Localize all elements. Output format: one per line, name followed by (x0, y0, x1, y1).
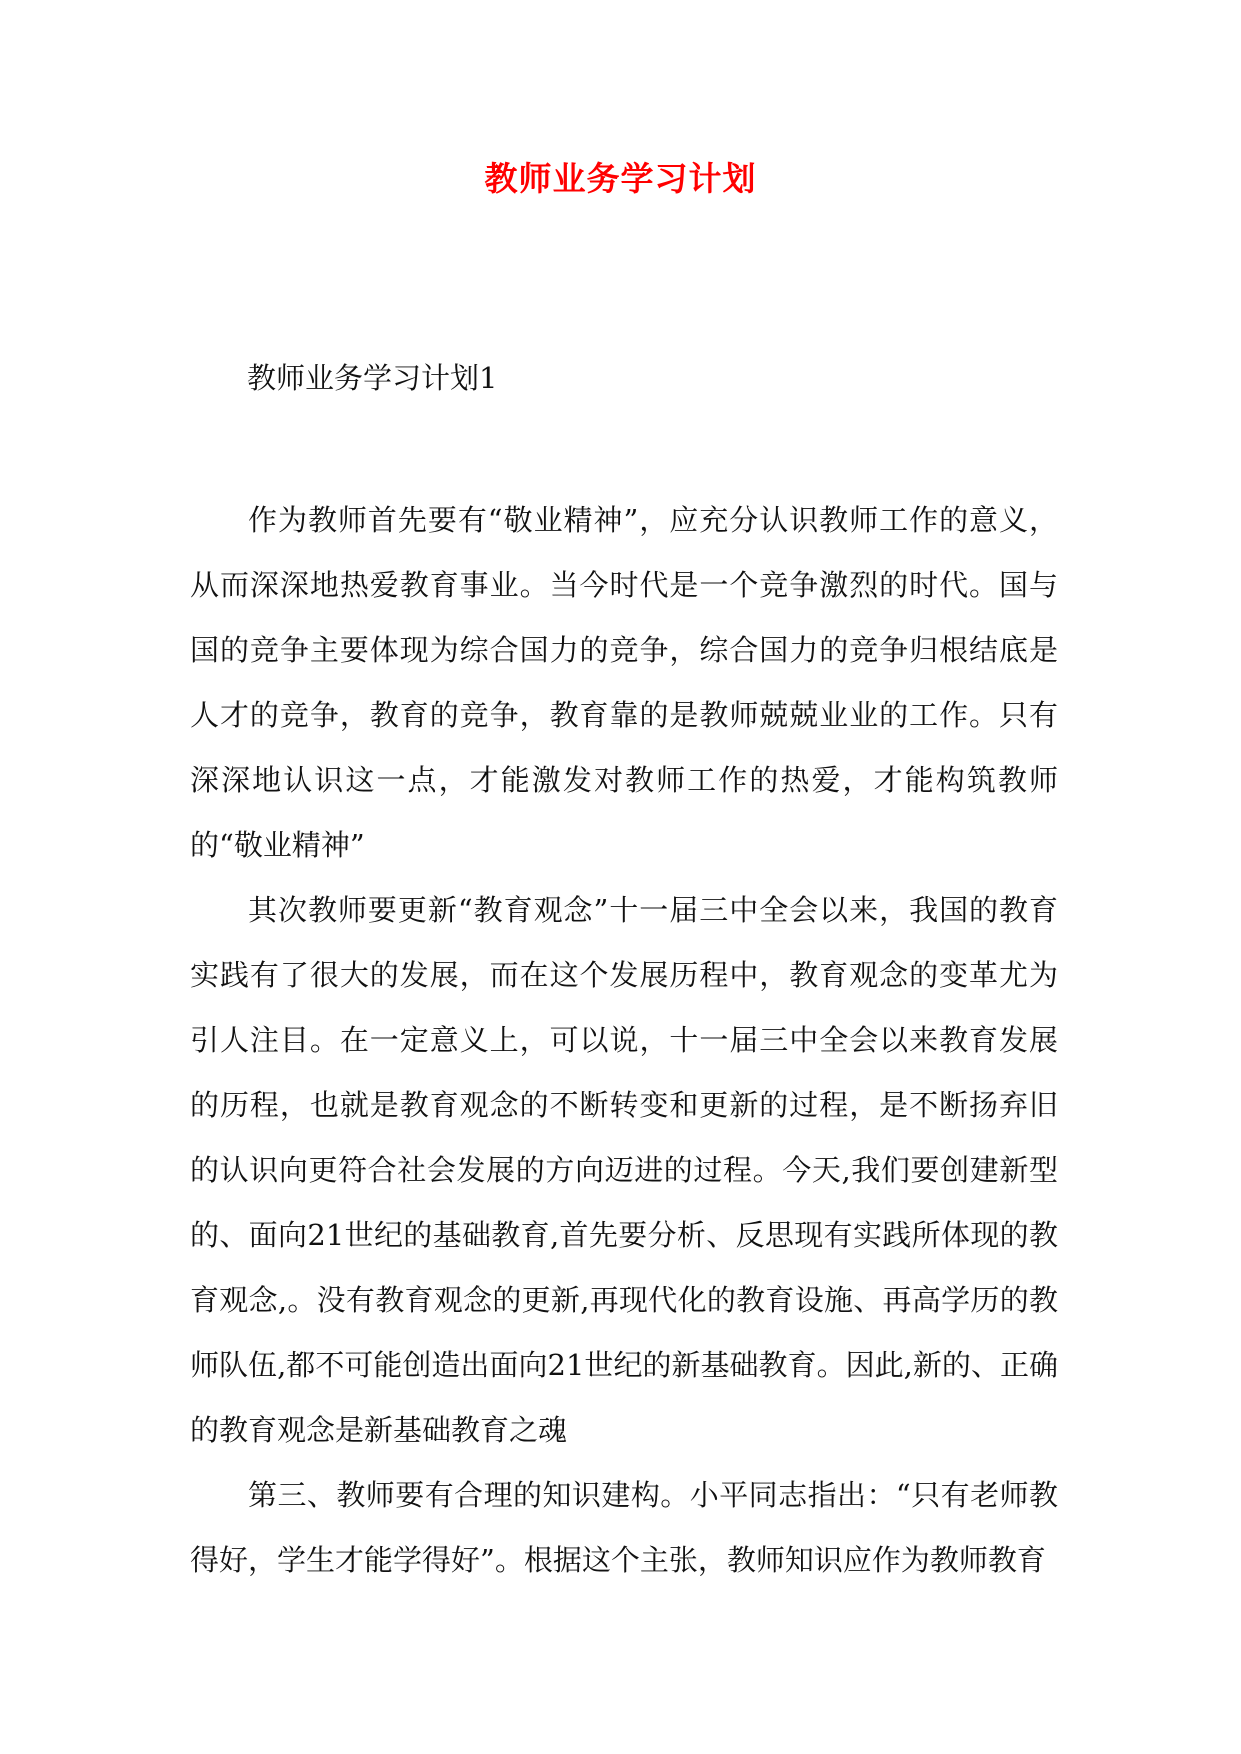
paragraph-2: 其次教师要更新“教育观念”十一届三中全会以来，我国的教育实践有了很大的发展，而在这个发展历程中，教育观念的变革尤为引人注目。在一定意义上，可以说，十一届三中全会以来教育发展的历程，也就是教育观念的不断转变和更新的过程，是不断扬弃旧的认识向更符合社会发展的方向迈进的过程。今天,我们要创建新型的、面向21世纪的基础教育,首先要分析、反思现有实践所体现的教育观念,。没有教育观念的更新,再现代化的教育设施、再高学历的教师队伍,都不可能创造出面向21世纪的新基础教育。因此,新的、正确的教育观念是新基础教育之魂 (190, 893, 1058, 1447)
document-title: 教师业务学习计划 (484, 159, 757, 198)
paragraph-3: 第三、教师要有合理的知识建构。小平同志指出：“只有老师教得好，学生才能学得好”。根据这个主张，教师知识应作为教师教育 (190, 1478, 1058, 1577)
section-heading: 教师业务学习计划1 (247, 361, 498, 395)
paragraph-1: 作为教师首先要有“敬业精神”，应充分认识教师工作的意义，从而深深地热爱教育事业。当今时代是一个竞争激烈的时代。国与国的竞争主要体现为综合国力的竞争，综合国力的竞争归根结底是人才的竞争，教育的竞争，教育靠的是教师兢兢业业的工作。只有深深地认识这一点，才能激发对教师工作的热爱，才能构筑教师的“敬业精神” (190, 503, 1058, 862)
body-text (190, 488, 1058, 1593)
